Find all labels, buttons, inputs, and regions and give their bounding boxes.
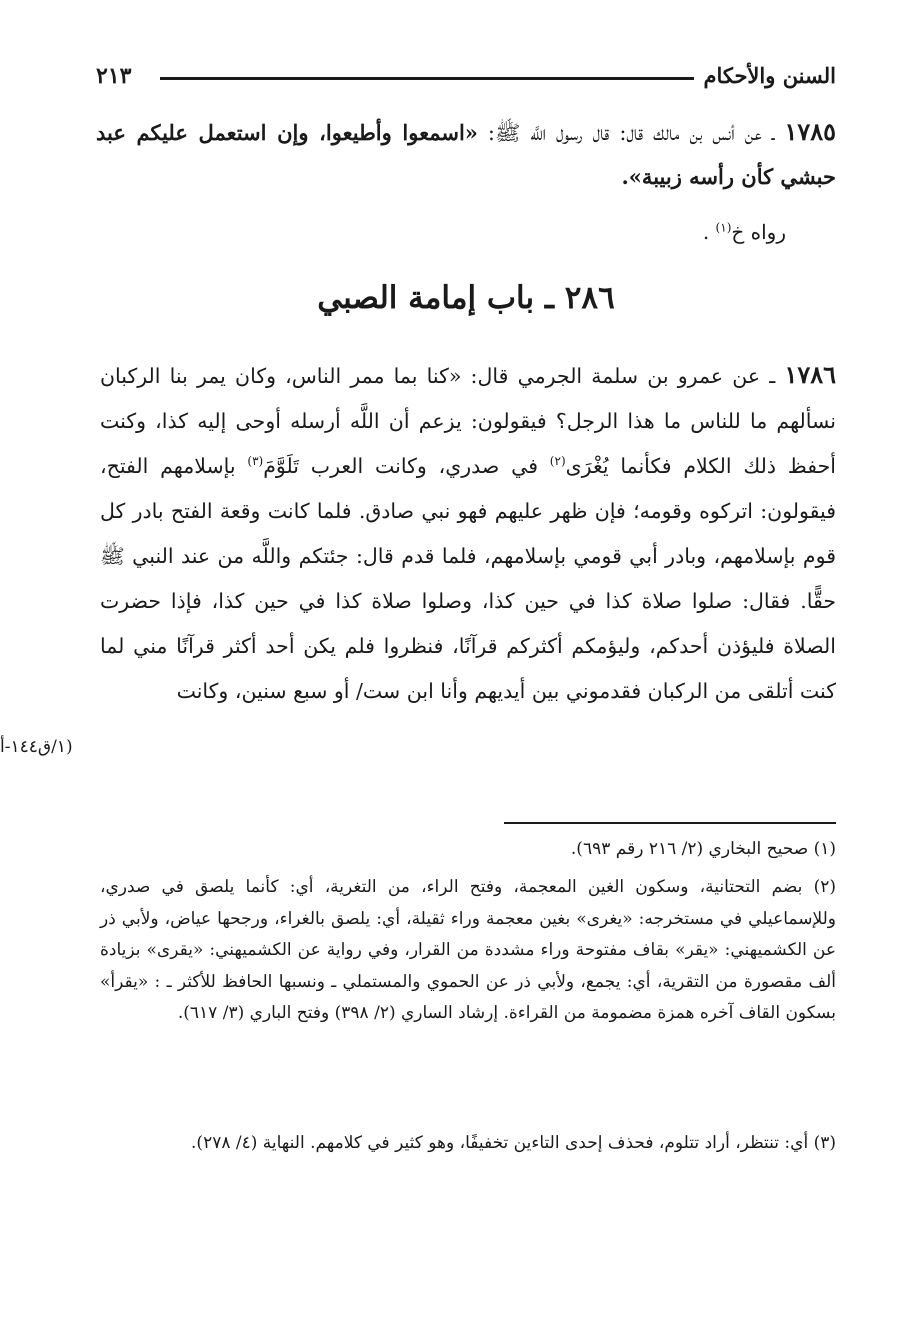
running-title: السنن والأحكام (703, 63, 836, 88)
footnote-mark: (١) (813, 839, 836, 859)
footnote-mark: (٣) (813, 1133, 836, 1153)
hadith-1785 (96, 110, 836, 199)
footnote-ref-2[interactable]: (٢) (549, 454, 566, 469)
footnote-text: بضم التحتانية، وسكون الغين المعجمة، وفتح الراء، من التغرية، أي: كأنما يلصق في صدري، وللإسماعيلي في مستخرجه: «يغرى» بغين معجمة وراء ثقيلة، أي: يلصق بالغراء، ورجحها عياض، ولأبي ذر عن الكشميهني: «يقر» بقاف مفتوحة وراء مشددة من القرار، وفي رواية عن الكشميهني: «يقرى» بزيادة ألف مقصورة من التقرية، أي: يجمع، ولأبي ذر عن الحموي والمستملي ـ ونسبها الحافظ للأكثر ـ : «يقرأ» بسكون القاف آخره همزة مضمومة من القراءة. إرشاد الساري (٢/ ٣٩٨) وفتح الباري (٣/ ٦١٧). (100, 877, 836, 1023)
footnote-1 (100, 834, 836, 866)
hadith-text: بإسلامهم الفتح، فيقولون: اتركوه وقومه؛ فإن ظهر عليهم فهو نبي صادق. فلما كانت وقعة الفتح بادر كل قوم بإسلامهم، وبادر أبي قومي بإسلامهم، فلما قدم قال: جئتكم واللَّه من عند النبي ﷺ حقًّا. فقال: صلوا صلاة كذا في حين كذا، وصلوا صلاة كذا في حين كذا، فإذا حضرت الصلاة فليؤذن أحدكم، وليؤمكم أكثركم قرآنًا، فنظروا فلم يكن أحد أكثر قرآنًا مني لما كنت أتلقى من الركبان فقدموني بين أيديهم وأنا ابن ست/ أو سبع سنين، وكانت (100, 454, 837, 703)
footnote-text: أي: تنتظر، أراد تتلوم، فحذف إحدى التاءين تخفيفًا، وهو كثير في كلامهم. النهاية (٤/ ٢٧٨). (191, 1133, 814, 1153)
hadith-number: ١٧٨٥ (784, 117, 836, 146)
header-rule (160, 77, 694, 80)
hadith-number: ١٧٨٦ (784, 360, 836, 389)
manuscript-margin-reference: (١/ق١٤٤-أ (0, 737, 73, 757)
footnote-ref-3[interactable]: (٣) (247, 454, 264, 469)
page-header (96, 58, 836, 94)
riwaya-line (703, 212, 786, 252)
chapter-heading: ٢٨٦ ـ باب إمامة الصبي (317, 280, 615, 316)
riwaya-text: رواه خ (731, 220, 786, 244)
hadith-text: في صدري، وكانت العرب تَلَوَّمَ (263, 454, 550, 478)
footnote-separator (504, 822, 836, 824)
hadith-matn: «اسمعوا وأطيعوا، وإن استعمل عليكم عبد حبشي كأن رأسه زبيبة». (96, 120, 836, 189)
footnote-3 (100, 1128, 836, 1160)
footnote-ref-1[interactable]: (١) (715, 220, 732, 235)
footnote-2 (100, 872, 836, 1030)
hadith-text: ـ عن عمرو بن سلمة الجرمي قال: «كنا بما ممر الناس، وكان يمر بنا الركبان نسألهم ما للناس ما هذا الرجل؟ فيقولون: يزعم أن اللَّه أرسله أوحى إليه كذا، وكنت أحفظ ذلك الكلام فكأنما يُغْرَى (100, 364, 837, 478)
footnote-mark: (٢) (813, 877, 836, 897)
riwaya-end: . (702, 220, 716, 244)
page-number: ٢١٣ (96, 63, 132, 89)
hadith-isnad: ـ عن أنس بن مالك قال: قال رسول اللَّه ﷺ: (477, 121, 785, 145)
hadith-1786 (100, 352, 836, 714)
footnote-text: صحيح البخاري (٢/ ٢١٦ رقم ٦٩٣). (570, 839, 814, 859)
